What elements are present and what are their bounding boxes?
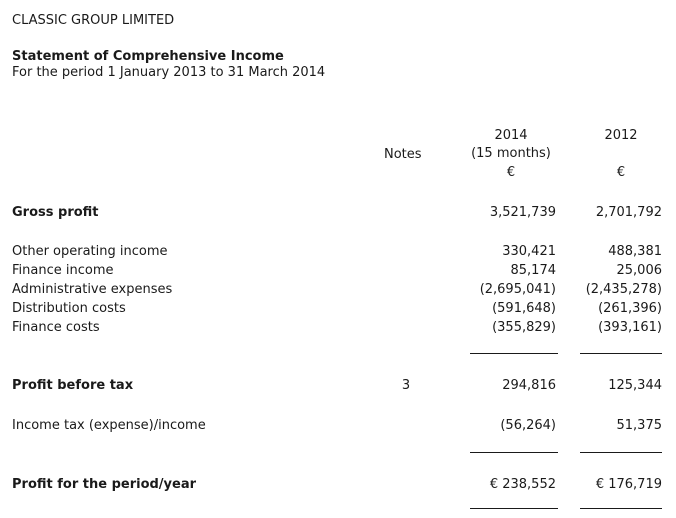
finance-income-label: Finance income <box>12 263 114 278</box>
profit-before-tax-current: 294,816 <box>502 378 556 393</box>
profit-before-tax-note: 3 <box>401 378 411 393</box>
pre-total-rule-current <box>470 452 558 453</box>
income-tax-label: Income tax (expense)/income <box>12 418 206 433</box>
total-rule-current <box>470 508 558 509</box>
finance-income-prior: 25,006 <box>616 263 662 278</box>
other-operating-income-label: Other operating income <box>12 244 168 259</box>
profit-before-tax-label: Profit before tax <box>12 378 134 393</box>
prior-year-header: 2012 <box>604 128 638 143</box>
statement-period: For the period 1 January 2013 to 31 March 2014 <box>12 65 326 80</box>
pre-total-rule-prior <box>580 452 662 453</box>
prior-currency: € <box>616 165 626 180</box>
finance-costs-prior: (393,161) <box>598 320 662 335</box>
profit-for-period-label: Profit for the period/year <box>12 477 197 492</box>
administrative-expenses-label: Administrative expenses <box>12 282 173 297</box>
current-period-length: (15 months) <box>471 146 551 161</box>
finance-income-current: 85,174 <box>510 263 556 278</box>
notes-column-header: Notes <box>384 147 422 162</box>
administrative-expenses-prior: (2,435,278) <box>585 282 662 297</box>
income-tax-current: (56,264) <box>500 418 556 433</box>
gross-profit-label: Gross profit <box>12 205 99 220</box>
profit-before-tax-prior: 125,344 <box>608 378 662 393</box>
distribution-costs-current: (591,648) <box>492 301 556 316</box>
profit-for-period-prior: € 176,719 <box>595 477 662 492</box>
subtotal-rule-prior <box>580 353 662 354</box>
finance-costs-current: (355,829) <box>492 320 556 335</box>
company-name: CLASSIC GROUP LIMITED <box>12 13 175 28</box>
income-tax-prior: 51,375 <box>616 418 662 433</box>
profit-for-period-current: € 238,552 <box>489 477 556 492</box>
distribution-costs-prior: (261,396) <box>598 301 662 316</box>
gross-profit-current: 3,521,739 <box>489 205 556 220</box>
finance-costs-label: Finance costs <box>12 320 100 335</box>
subtotal-rule-current <box>470 353 558 354</box>
other-operating-income-prior: 488,381 <box>608 244 662 259</box>
gross-profit-prior: 2,701,792 <box>595 205 662 220</box>
total-rule-prior <box>580 508 662 509</box>
other-operating-income-current: 330,421 <box>502 244 556 259</box>
distribution-costs-label: Distribution costs <box>12 301 126 316</box>
current-year-header: 2014 <box>494 128 528 143</box>
current-currency: € <box>506 165 516 180</box>
administrative-expenses-current: (2,695,041) <box>479 282 556 297</box>
statement-title: Statement of Comprehensive Income <box>12 49 284 64</box>
